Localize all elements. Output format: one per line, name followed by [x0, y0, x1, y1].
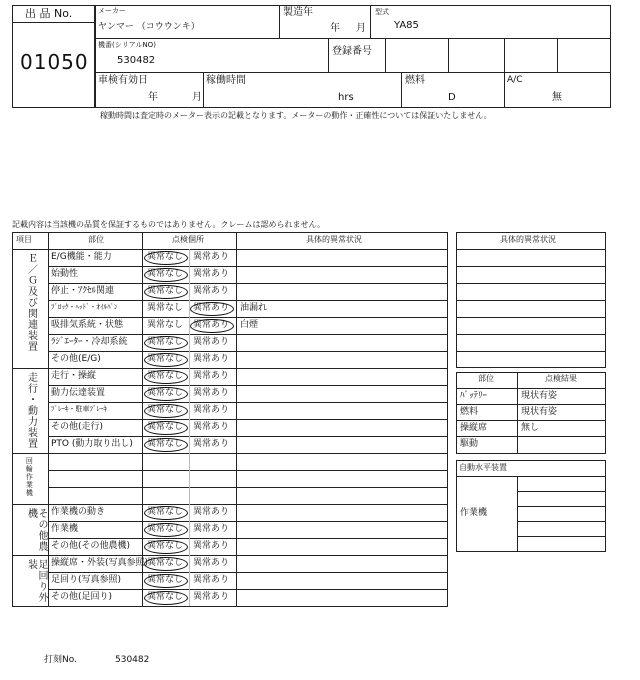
option-none: 異常なし	[147, 303, 184, 313]
lot-number: 01050	[20, 50, 89, 74]
right-detail-header: 具体的異常状況	[500, 235, 556, 244]
row-part: ﾌﾞﾚｰｷ・駐車ﾌﾞﾚｰｷ	[51, 405, 107, 413]
disclaimer: 記載内容は当該機の品質を保証するものではありません。クレームは認められません。	[12, 220, 325, 229]
option-none: 異常なし	[147, 575, 184, 585]
hours-note: 稼動時間は査定時のメーター表示の記載となります。メーターの動作・正確性については保証いたしません。	[100, 111, 492, 120]
fuel-value: D	[448, 92, 456, 103]
option-none: 異常なし	[147, 524, 184, 534]
fuel-label: 燃料	[405, 75, 425, 86]
row-part: 作業機の動き	[51, 507, 106, 517]
month-unit: 月	[356, 23, 366, 34]
year-unit: 年	[330, 23, 340, 34]
row-detail: 油漏れ	[240, 303, 268, 313]
stamp-label: 打刻No.	[44, 655, 77, 665]
serial-label: 機番(シリアルNO)	[98, 41, 156, 49]
checks-col-result: 点検結果	[545, 374, 577, 383]
group-label: 回輪作業機	[25, 457, 34, 497]
option-none: 異常なし	[147, 507, 184, 517]
row-part: その他(足回り)	[51, 592, 113, 602]
model-value: YA85	[394, 20, 419, 31]
option-some: 異常あり	[193, 371, 230, 381]
option-some: 異常あり	[193, 422, 230, 432]
check-result: 現状有姿	[521, 407, 558, 417]
leveler-label: 自動水平装置	[459, 463, 507, 472]
option-some: 異常あり	[193, 269, 230, 279]
row-part: ﾌﾞﾛｯｸ・ﾍｯﾄﾞ・ｵｲﾙﾊﾟﾝ	[51, 303, 118, 311]
option-none: 異常なし	[147, 405, 184, 415]
check-part: ﾊﾞｯﾃﾘｰ	[460, 391, 488, 401]
row-part: E/G機能・能力	[51, 252, 112, 262]
option-none: 異常なし	[147, 592, 184, 602]
checks-col-part: 部位	[478, 374, 494, 383]
option-some: 異常あり	[193, 286, 230, 296]
registration-label: 登録番号	[332, 46, 372, 57]
maker-value: ヤンマー （コウウンキ）	[98, 22, 200, 32]
hours-unit: hrs	[338, 92, 354, 103]
option-none: 異常なし	[147, 388, 184, 398]
col-item-header: 項目	[16, 235, 32, 244]
inspection-label: 車検有効日	[98, 75, 148, 86]
option-none: 異常なし	[147, 337, 184, 347]
group-label: 走行・動力装置	[25, 372, 37, 449]
option-some: 異常あり	[193, 575, 230, 585]
option-some: 異常あり	[193, 439, 230, 449]
option-none: 異常なし	[147, 371, 184, 381]
row-part: その他(E/G)	[51, 354, 101, 364]
option-some: 異常あり	[193, 524, 230, 534]
row-part: 操縦席・外装(写真参照)	[51, 558, 149, 568]
option-some: 異常あり	[193, 405, 230, 415]
row-part: 作業機	[51, 524, 79, 534]
option-none: 異常なし	[147, 541, 184, 551]
option-some: 異常あり	[193, 388, 230, 398]
ac-value: 無	[552, 92, 562, 103]
year-label: 製造年	[283, 7, 313, 18]
option-some: 異常あり	[193, 507, 230, 517]
option-none: 異常なし	[147, 558, 184, 568]
group-label: 足回り外装	[25, 559, 47, 603]
col-check-header: 点検個所	[172, 235, 204, 244]
option-none: 異常なし	[147, 286, 184, 296]
check-result: 無し	[521, 423, 540, 433]
col-detail-header: 具体的異常状況	[306, 235, 362, 244]
option-none: 異常なし	[147, 252, 184, 262]
inspection-month: 月	[192, 92, 202, 103]
model-label: 型式	[375, 8, 389, 16]
option-some: 異常あり	[193, 558, 230, 568]
row-part: PTO (動力取り出し)	[51, 439, 133, 449]
row-part: 吸排気系統・状態	[51, 320, 124, 330]
option-none: 異常なし	[147, 439, 184, 449]
row-detail: 白煙	[240, 320, 259, 330]
option-some: 異常あり	[193, 337, 230, 347]
check-part: 燃料	[460, 407, 479, 417]
group-label: Ｅ／Ｇ及び関連装置	[25, 253, 37, 352]
option-none: 異常なし	[147, 422, 184, 432]
row-part: その他(その他農機)	[51, 541, 131, 551]
option-none: 異常なし	[147, 354, 184, 364]
check-part: 操縦席	[460, 423, 488, 433]
row-part: 停止・ｱｸｾﾙ関連	[51, 286, 115, 296]
row-part: 動力伝達装置	[51, 388, 106, 398]
col-part-header: 部位	[88, 235, 104, 244]
group-label: その他農機	[25, 508, 47, 552]
option-some: 異常あり	[193, 354, 230, 364]
option-some: 異常あり	[193, 303, 230, 313]
row-part: 走行・操縦	[51, 371, 97, 381]
option-none: 異常なし	[147, 269, 184, 279]
option-some: 異常あり	[193, 541, 230, 551]
stamp-value: 530482	[115, 655, 150, 665]
option-some: 異常あり	[193, 252, 230, 262]
check-part: 駆動	[460, 439, 479, 449]
inspection-year: 年	[148, 92, 158, 103]
check-result: 現状有姿	[521, 391, 558, 401]
option-some: 異常あり	[193, 320, 230, 330]
implement-label: 作業機	[460, 508, 488, 518]
option-some: 異常あり	[193, 592, 230, 602]
row-part: ﾗｼﾞｴｰﾀｰ・冷却系統	[51, 337, 128, 347]
option-none: 異常なし	[147, 320, 184, 330]
row-part: その他(走行)	[51, 422, 104, 432]
serial-value: 530482	[117, 55, 156, 66]
row-part: 足回り(写真参照)	[51, 575, 122, 585]
hours-label: 稼働時間	[206, 75, 246, 86]
row-part: 始動性	[51, 269, 79, 279]
lot-label: 出 品 No.	[25, 7, 73, 20]
maker-label: メーカー	[98, 7, 126, 15]
ac-label: A/C	[507, 75, 523, 85]
